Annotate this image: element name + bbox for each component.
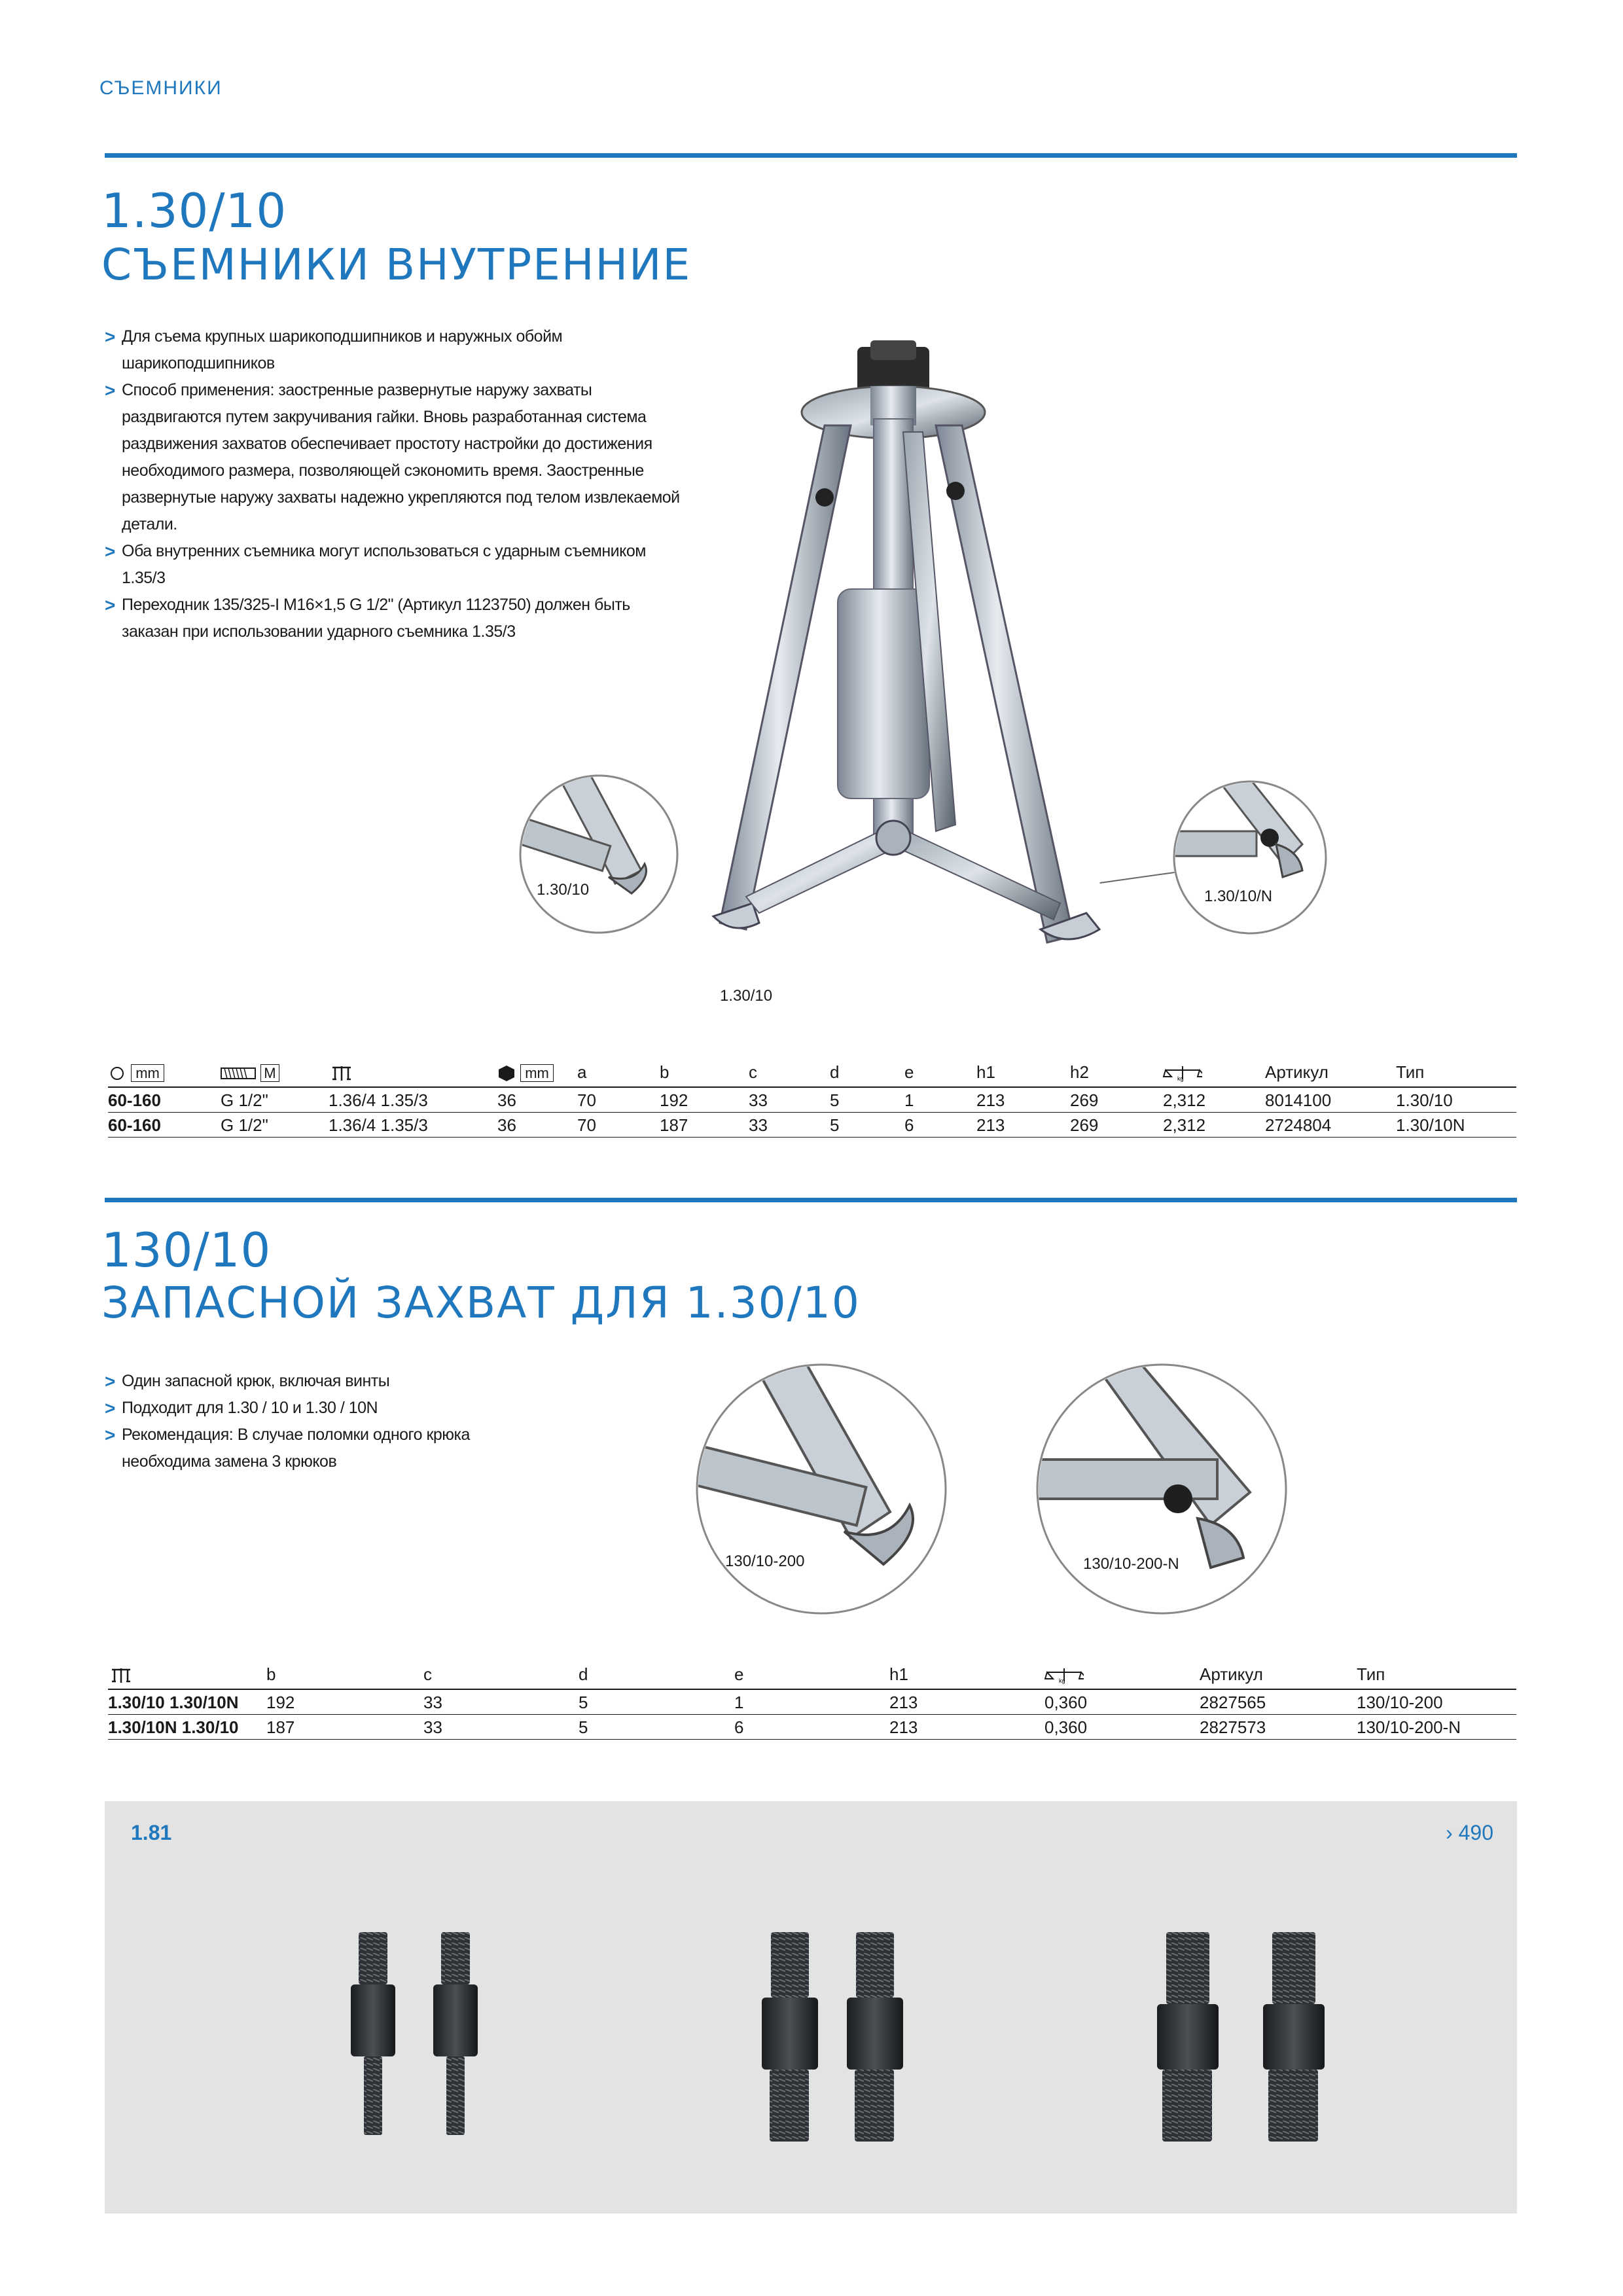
product-features — [105, 323, 681, 645]
detail-caption-left: 1.30/10 — [537, 881, 590, 899]
chevron-right-icon: > — [105, 327, 115, 347]
table-row: 1.30/10N 1.30/10 187 33 5 6 213 0,360 2827573 130/10-200-N — [108, 1715, 1516, 1740]
table-row: 1.30/10 1.30/10N 192 33 5 1 213 0,360 2827565 130/10-200 — [108, 1689, 1516, 1715]
detail-circle-left — [517, 772, 681, 936]
chevron-right-icon: > — [105, 541, 115, 562]
col-d: d — [830, 1059, 904, 1087]
main-caption: 1.30/10 — [720, 987, 773, 1005]
puller-accessory-icon — [329, 1065, 355, 1082]
feature-item: > Один запасной крюк, включая винты — [105, 1368, 471, 1395]
feature-item: > Способ применения: заостренные развернутые наружу захваты раздвигаются путем закручивания гайки. Вновь разработанная система раздвижения захватов обеспечивает простоту настройки до достижения необходимого размера, позволяющей сэкономить время. Заостренные развернутые наружу захваты надежно укрепляются под телом извлекаемой детали. — [105, 377, 681, 538]
col-fits — [108, 1661, 266, 1689]
col-c: c — [749, 1059, 830, 1087]
col-e: e — [734, 1661, 889, 1689]
col-weight — [1163, 1059, 1265, 1087]
section-title: СЪЕМНИКИ — [99, 77, 223, 99]
col-h1: h1 — [889, 1661, 1044, 1689]
scale-weight-icon — [1044, 1667, 1084, 1684]
spec-table-1 — [108, 1059, 1516, 1138]
table-row: 60-160 G 1/2" 1.36/4 1.35/3 36 70 187 33 5 6 213 269 2,312 2724804 1.30/10N — [108, 1113, 1516, 1138]
svg-text:kg: kg — [1177, 1075, 1184, 1083]
col-type: Тип — [1396, 1059, 1516, 1087]
chevron-right-icon: > — [105, 1425, 115, 1445]
chevron-right-icon: > — [105, 1371, 115, 1391]
feature-item: > Рекомендация: В случае поломки одного крюка необходима замена 3 крюков — [105, 1422, 471, 1475]
col-b: b — [660, 1059, 749, 1087]
page-reference-link[interactable]: › 490 — [1446, 1821, 1493, 1844]
puller-illustration — [707, 327, 1165, 969]
col-hex: mm — [497, 1059, 577, 1087]
col-weight — [1044, 1661, 1200, 1689]
feature-item: > Переходник 135/325-I M16×1,5 G 1/2" (Артикул 1123750) должен быть заказан при использовании ударного съемника 1.35/3 — [105, 592, 681, 645]
col-b: b — [266, 1661, 423, 1689]
col-article: Артикул — [1200, 1661, 1357, 1689]
hook-circle-right — [1034, 1361, 1289, 1617]
hex-nut-icon — [497, 1065, 516, 1082]
col-type: Тип — [1357, 1661, 1516, 1689]
col-thread: M — [221, 1059, 329, 1087]
thread-icon — [221, 1066, 256, 1081]
feature-item: > Оба внутренних съемника могут использоваться с ударным съемником 1.35/3 — [105, 538, 681, 592]
spec-table-2 — [108, 1661, 1516, 1740]
col-h1: h1 — [976, 1059, 1070, 1087]
col-a: a — [577, 1059, 660, 1087]
product-number: 1.30/10 — [101, 183, 287, 238]
table-header-row — [108, 1059, 1516, 1087]
section-divider — [105, 1198, 1517, 1202]
hook-caption-right: 130/10-200-N — [1083, 1555, 1179, 1573]
feature-item: > Для съема крупных шарикоподшипников и наружных обойм шарикоподшипников — [105, 323, 681, 377]
col-c: c — [423, 1661, 579, 1689]
header-divider — [105, 153, 1517, 158]
product-features — [105, 1368, 471, 1475]
col-accessory — [329, 1059, 497, 1087]
chevron-right-icon: > — [105, 595, 115, 615]
related-product-number: 1.81 — [131, 1821, 172, 1844]
circle-diameter-icon — [108, 1066, 126, 1081]
puller-accessory-icon — [108, 1667, 134, 1684]
adapter-bolts-illustration — [105, 1801, 1517, 2214]
scale-weight-icon — [1163, 1065, 1202, 1082]
col-d: d — [579, 1661, 734, 1689]
product-number: 130/10 — [101, 1223, 272, 1278]
col-article: Артикул — [1265, 1059, 1396, 1087]
detail-caption-right: 1.30/10/N — [1204, 888, 1273, 905]
hook-caption-left: 130/10-200 — [725, 1552, 805, 1570]
table-row: 60-160 G 1/2" 1.36/4 1.35/3 36 70 192 33 5 1 213 269 2,312 8014100 1.30/10 — [108, 1087, 1516, 1113]
col-e: e — [904, 1059, 976, 1087]
feature-item: > Подходит для 1.30 / 10 и 1.30 / 10N — [105, 1395, 471, 1422]
hook-circle-left — [694, 1361, 949, 1617]
detail-circle-right — [1171, 779, 1329, 936]
product-title: ЗАПАСНОЙ ЗАХВАТ ДЛЯ 1.30/10 — [101, 1278, 861, 1328]
related-product-panel — [105, 1801, 1517, 2214]
chevron-right-icon: > — [105, 380, 115, 401]
table-header-row — [108, 1661, 1516, 1689]
chevron-right-icon: > — [105, 1398, 115, 1418]
product-title: СЪЕМНИКИ ВНУТРЕННИЕ — [101, 240, 692, 290]
col-h2: h2 — [1070, 1059, 1163, 1087]
svg-text:kg: kg — [1059, 1677, 1065, 1685]
col-diameter: mm — [108, 1059, 221, 1087]
